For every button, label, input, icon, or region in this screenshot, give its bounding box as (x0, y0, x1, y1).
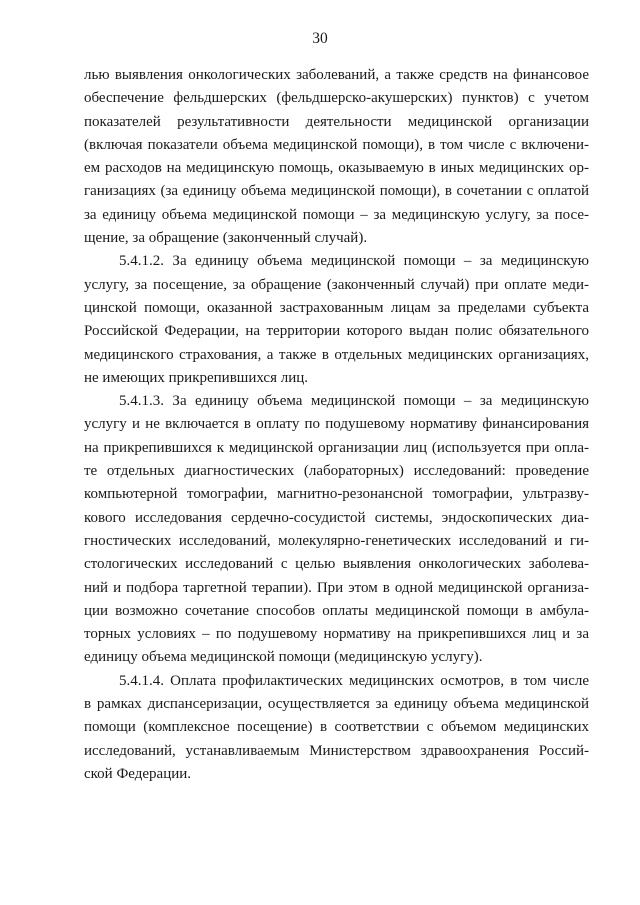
text-line: те отдельных диагностических (лабораторных) исследований: проведение (84, 463, 589, 480)
text-line: (включая показатели объема медицинской помощи), в том числе с включени- (84, 136, 589, 153)
paragraph-5-4-1-4 (84, 670, 589, 786)
text-line: показателей результативности деятельности медицинской организации (84, 113, 589, 130)
text-line: кового исследования сердечно-сосудистой системы, эндоскопических диа- (84, 509, 589, 526)
text-line: помощи (комплексное посещение) в соответствии с объемом медицинских (84, 719, 589, 736)
text-line: услугу и не включается в оплату по подушевому нормативу финансирования (84, 416, 589, 433)
text-line: не имеющих прикрепившихся лиц. (84, 369, 309, 386)
text-line: стологических исследований с целью выявления онкологических заболева- (84, 556, 589, 573)
text-line: щение, за обращение (законченный случай). (84, 230, 368, 247)
text-line: ганизациях (за единицу объема медицинской помощи), в сочетании с оплатой (84, 183, 589, 200)
text-line: лью выявления онкологических заболеваний, а также средств на финансовое (84, 67, 589, 83)
paragraph-5-4-1-3 (84, 390, 589, 670)
text-line: цинской помощи, оказанной застрахованным лицам за пределами субъекта (84, 299, 589, 316)
text-line: 5.4.1.3. За единицу объема медицинской помощи – за медицинскую (119, 393, 589, 410)
text-line: 5.4.1.4. Оплата профилактических медицинских осмотров, в том числе (119, 672, 589, 689)
text-line: ции возможно сочетание способов оплаты медицинской помощи в амбула- (84, 602, 589, 619)
text-line: компьютерной томографии, магнитно-резонансной томографии, ультразву- (84, 486, 589, 503)
text-line: на прикрепившихся к медицинской организации лиц (используется при опла- (84, 439, 589, 456)
text-line: гностических исследований, молекулярно-генетических исследований и ги- (84, 532, 589, 549)
text-line: за единицу объема медицинской помощи – за медицинскую услугу, за посе- (84, 206, 589, 223)
text-line: услугу, за посещение, за обращение (законченный случай) при оплате меди- (84, 276, 589, 293)
text-line: Российской Федерации, на территории которого выдан полис обязательного (84, 323, 589, 340)
text-line: обеспечение фельдшерских (фельдшерско-акушерских) пунктов) с учетом (84, 90, 589, 107)
paragraph-5-4-1-2 (84, 250, 589, 390)
document-body (84, 64, 589, 786)
text-line: ем расходов на медицинскую помощь, оказываемую в иных медицинских ор- (84, 160, 589, 177)
text-line: торных условиях – по подушевому нормативу на прикрепившихся лиц и за (84, 626, 589, 643)
text-line: 5.4.1.2. За единицу объема медицинской помощи – за медицинскую (119, 253, 589, 270)
text-line: исследований, устанавливаемым Министерством здравоохранения Россий- (84, 742, 589, 759)
text-line: ской Федерации. (84, 765, 192, 782)
text-line: медицинского страхования, а также в отдельных медицинских организациях, (84, 346, 589, 363)
text-line: в рамках диспансеризации, осуществляется за единицу объема медицинской (84, 696, 589, 713)
text-line: ний и подбора таргетной терапии). При этом в одной медицинской организа- (84, 579, 589, 596)
page-number: 30 (312, 30, 328, 47)
paragraph-1 (84, 64, 589, 250)
text-line: единицу объема медицинской помощи (медицинскую услугу). (84, 649, 483, 666)
